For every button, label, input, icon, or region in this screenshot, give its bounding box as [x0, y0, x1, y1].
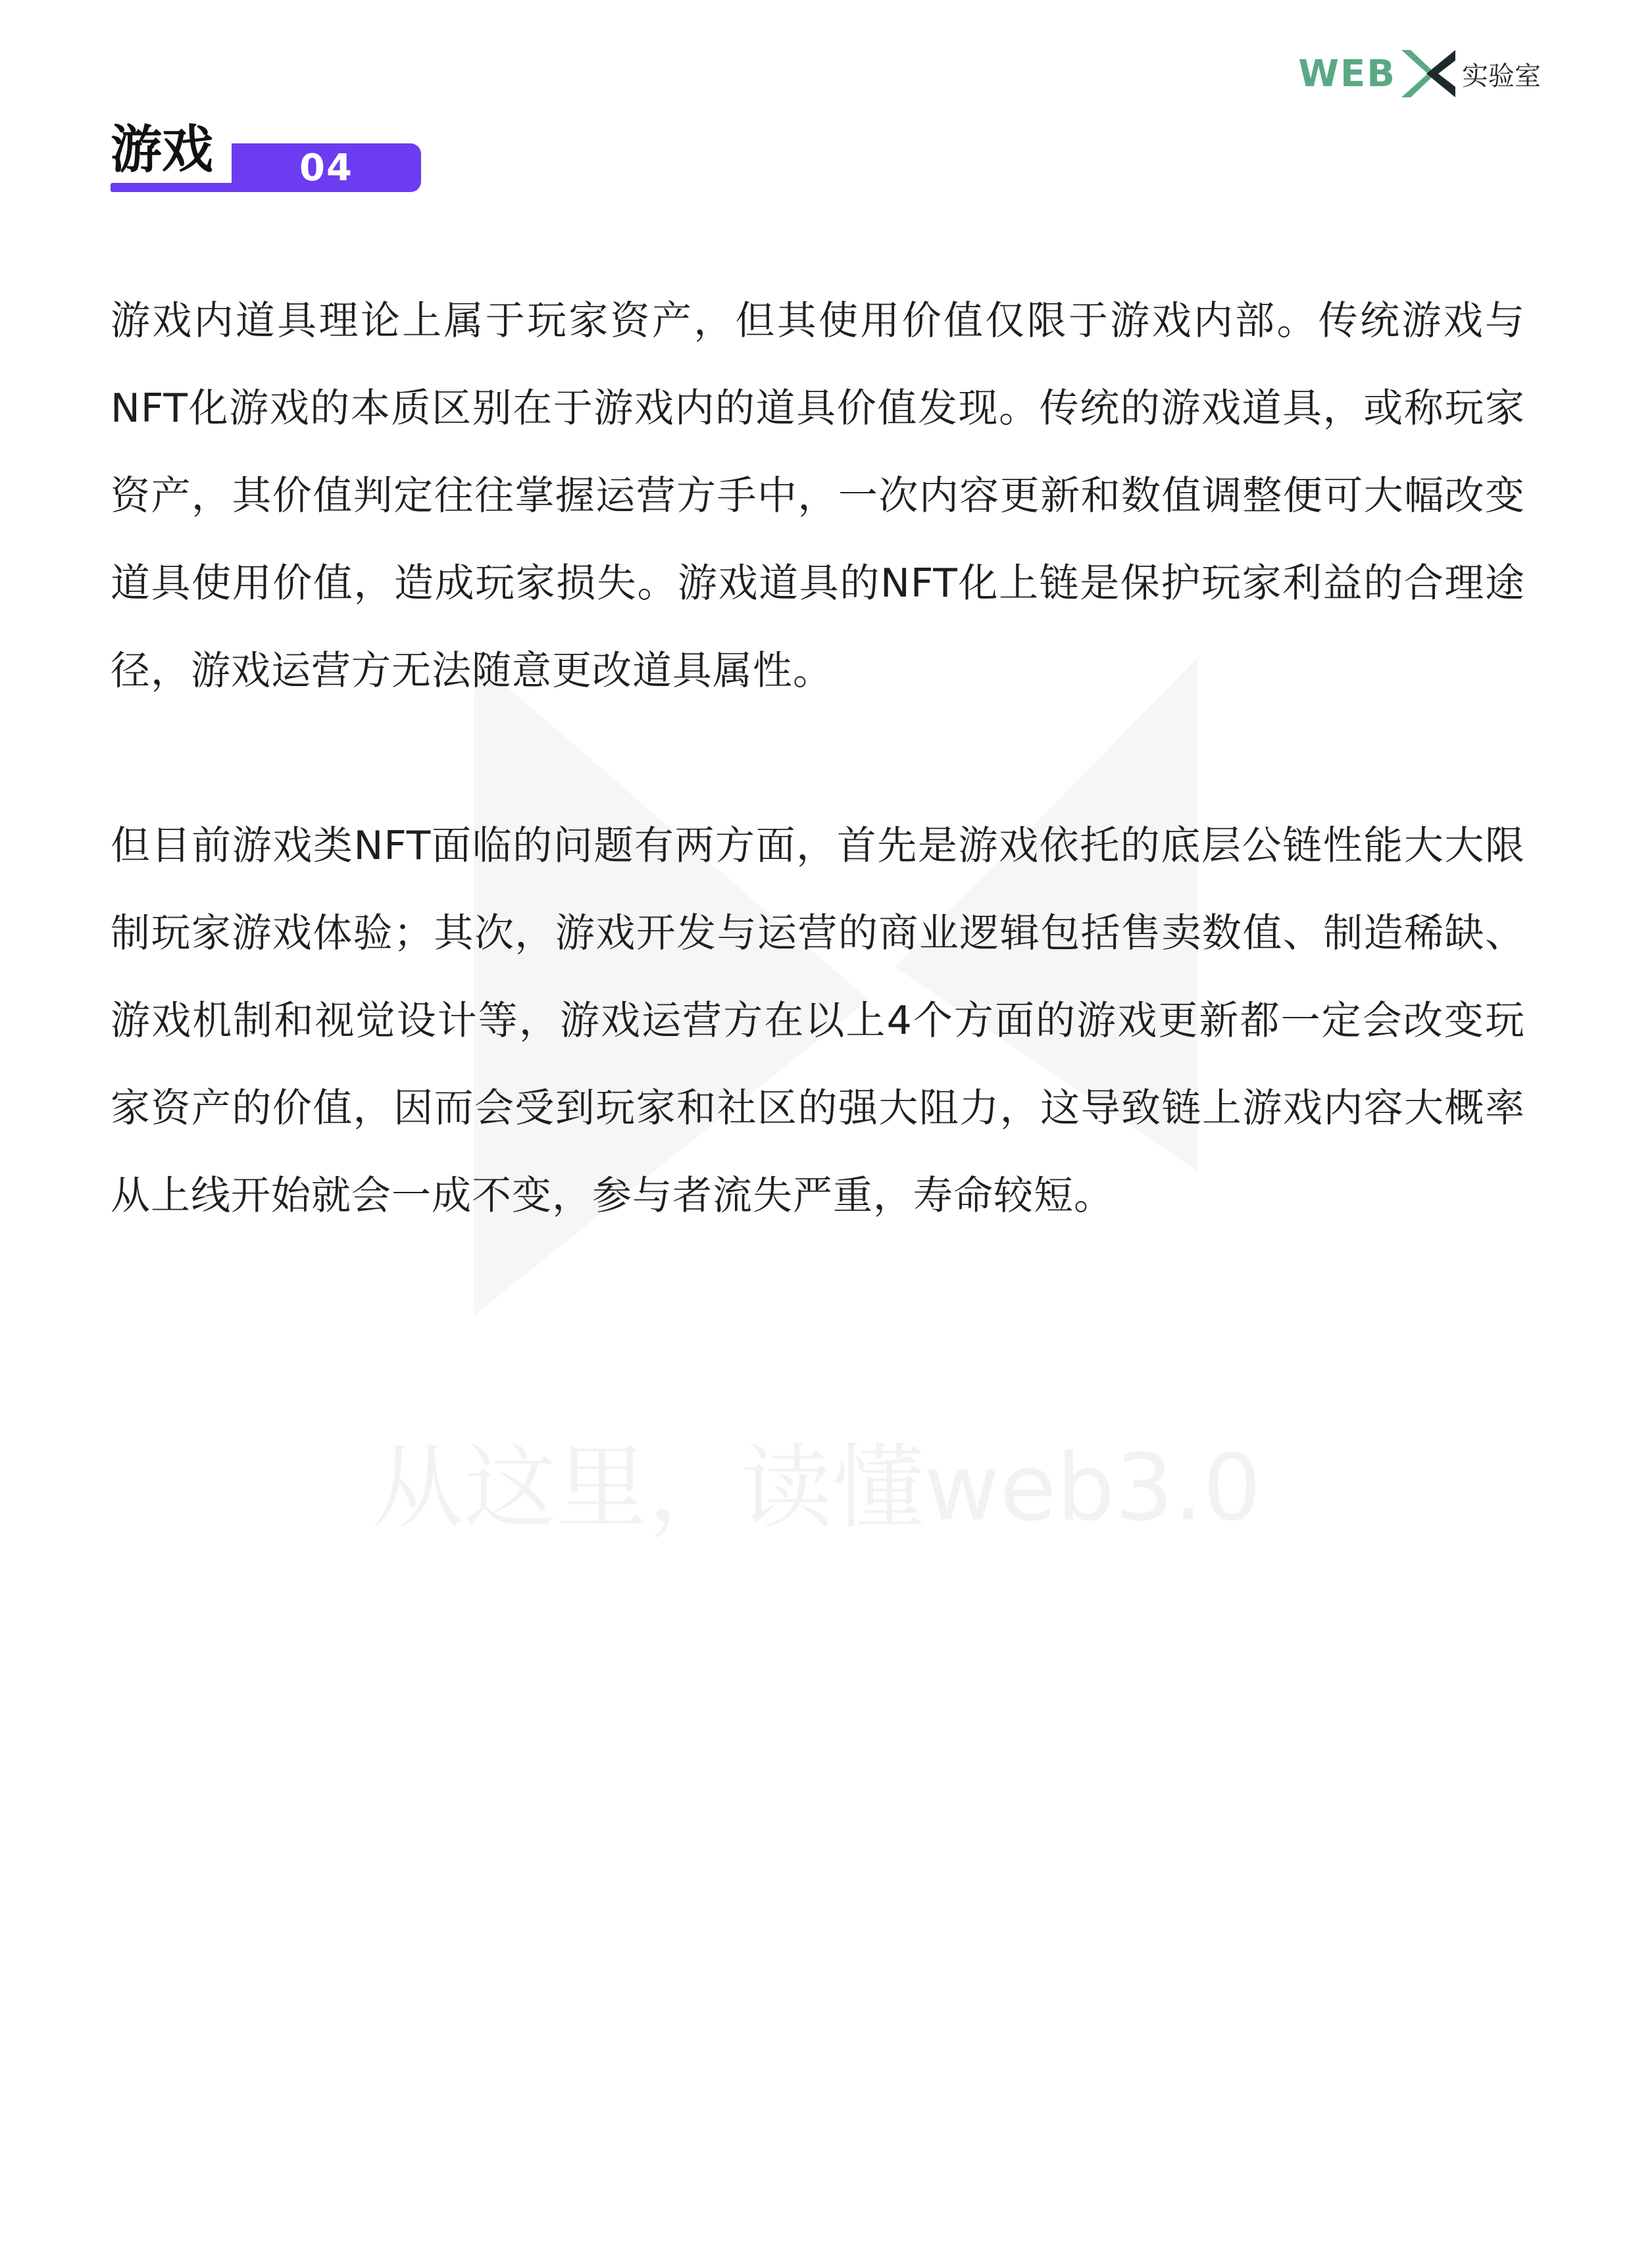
watermark-text: 从这里，读懂web3.0 — [371, 1435, 1262, 1542]
body-paragraph-1: 游戏内道具理论上属于玩家资产，但其使用价值仅限于游戏内部。传统游戏与NFT化游戏的本质区别在于游戏内的道具价值发现。传统的游戏道具，或称玩家资产，其价值判定往往掌握运营方手中，一次内容更新和数值调整便可大幅改变道具使用价值，造成玩家损失。游戏道具的NFT化上链是保护玩家利益的合理途径，游戏运营方无法随意更改道具属性。 — [111, 298, 1525, 694]
section-title: 游戏 — [111, 120, 214, 180]
heading-underline — [111, 183, 242, 192]
logo-suffix-text: 实验室 — [1462, 61, 1541, 91]
body-paragraph-2: 但目前游戏类NFT面临的问题有两方面，首先是游戏依托的底层公链性能大大限制玩家游戏体验；其次，游戏开发与运营的商业逻辑包括售卖数值、制造稀缺、游戏机制和视觉设计等，游戏运营方在以上4个方面的游戏更新都一定会改变玩家资产的价值，因而会受到玩家和社区的强大阻力，这导致链上游戏内容大概率从上线开始就会一成不变，参与者流失严重，寿命较短。 — [111, 823, 1525, 1219]
section-number-badge: 04 — [232, 143, 421, 192]
brand-logo — [1298, 47, 1541, 100]
logo-brand-text: WEB — [1298, 52, 1396, 95]
logo-x-icon — [1399, 47, 1458, 100]
